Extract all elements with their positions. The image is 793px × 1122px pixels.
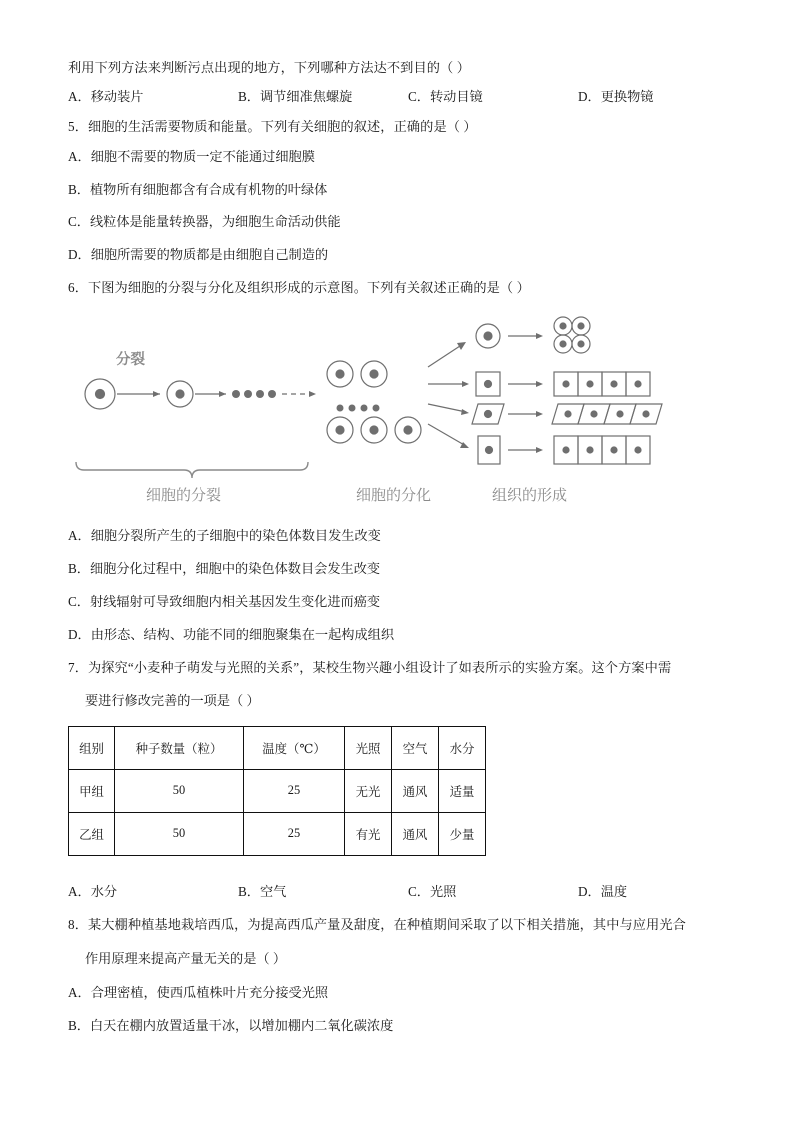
cell-temperature-1: 25 — [244, 769, 345, 812]
cell-light-1: 无光 — [345, 769, 392, 812]
q4-option-d: D．更换物镜 — [578, 89, 654, 105]
q7-options — [68, 882, 725, 902]
q4-option-c: C．转动目镜 — [408, 89, 483, 105]
q8-option-b: B．白天在棚内放置适量干冰，以增加棚内二氧化碳浓度 — [68, 1017, 394, 1033]
q4-option-a: A．移动装片 — [68, 89, 144, 105]
q5-option-c: C．线粒体是能量转换器，为细胞生命活动供能 — [68, 214, 341, 230]
q7-option-a: A．水分 — [68, 883, 118, 899]
table-header-water: 水分 — [439, 726, 486, 769]
table-row — [69, 769, 486, 812]
question-8 — [68, 915, 725, 1035]
question-7 — [68, 658, 725, 902]
cell-seed-count-1: 50 — [115, 769, 244, 812]
q5-option-d: D．细胞所需要的物质都是由细胞自己制造的 — [68, 247, 329, 263]
q6-option-a: A．细胞分裂所产生的子细胞中的染色体数目发生改变 — [68, 528, 381, 544]
q5-options — [68, 147, 725, 265]
cell-group-2: 乙组 — [69, 812, 115, 855]
q6-option-d: D．由形态、结构、功能不同的细胞聚集在一起构成组织 — [68, 626, 395, 642]
question-5 — [68, 117, 725, 265]
q6-options — [68, 526, 725, 644]
question-4-tail — [68, 58, 725, 107]
q5-option-a: A．细胞不需要的物质一定不能通过细胞膜 — [68, 148, 315, 164]
q6-stem: 6．下图为细胞的分裂与分化及组织形成的示意图。下列有关叙述正确的是（ ） — [68, 279, 530, 295]
table-header-seed-count: 种子数量（粒） — [115, 726, 244, 769]
experiment-table — [68, 726, 486, 856]
q8-stem-line1: 8．某大棚种植基地栽培西瓜，为提高西瓜产量及甜度，在种植期间采取了以下相关措施，其中与应用光合 — [68, 917, 686, 933]
q8-stem-line2: 作用原理来提高产量无关的是（ ） — [85, 951, 287, 967]
cell-air-2: 通风 — [392, 812, 439, 855]
q8-options — [68, 983, 725, 1036]
figure-caption-tissue-formation: 组织的形成 — [492, 487, 568, 505]
q6-option-b: B．细胞分化过程中，细胞中的染色体数目会发生改变 — [68, 561, 381, 577]
q4-options — [68, 87, 725, 107]
cell-seed-count-2: 50 — [115, 812, 244, 855]
q6-option-c: C．射线辐射可导致细胞内相关基因发生变化进而癌变 — [68, 593, 381, 609]
q7-option-d: D．温度 — [578, 883, 628, 899]
figure-caption-cell-differentiation: 细胞的分化 — [356, 487, 432, 505]
cell-group-1: 甲组 — [69, 769, 115, 812]
cell-water-2: 少量 — [439, 812, 486, 855]
q7-option-b: B．空气 — [238, 883, 287, 899]
cell-light-2: 有光 — [345, 812, 392, 855]
cell-temperature-2: 25 — [244, 812, 345, 855]
q7-stem-line1: 7．为探究“小麦种子萌发与光照的关系”，某校生物兴趣小组设计了如表所示的实验方案。这个方案中需 — [68, 659, 672, 675]
table-header-group: 组别 — [69, 726, 115, 769]
q5-option-b: B．植物所有细胞都含有合成有机物的叶绿体 — [68, 181, 328, 197]
figure-caption-cell-division: 细胞的分裂 — [146, 487, 222, 505]
q4-stem: 利用下列方法来判断污点出现的地方，下列哪种方法达不到目的（ ） — [68, 60, 471, 75]
q5-stem: 5．细胞的生活需要物质和能量。下列有关细胞的叙述，正确的是（ ） — [68, 119, 477, 135]
q7-stem-line2: 要进行修改完善的一项是（ ） — [85, 693, 260, 709]
cell-air-1: 通风 — [392, 769, 439, 812]
cell-water-1: 适量 — [439, 769, 486, 812]
table-header-temperature: 温度（℃） — [244, 726, 345, 769]
table-row — [69, 812, 486, 855]
figure-svg — [68, 312, 668, 512]
q4-option-b: B．调节细准焦螺旋 — [238, 89, 353, 105]
table-header-row — [69, 726, 486, 769]
question-6 — [68, 278, 725, 645]
q7-option-c: C．光照 — [408, 883, 457, 899]
table-header-light: 光照 — [345, 726, 392, 769]
cell-division-differentiation-figure — [68, 312, 725, 512]
figure-label-division: 分裂 — [116, 352, 145, 369]
q8-option-a: A．合理密植，使西瓜植株叶片充分接受光照 — [68, 984, 329, 1000]
table-header-air: 空气 — [392, 726, 439, 769]
